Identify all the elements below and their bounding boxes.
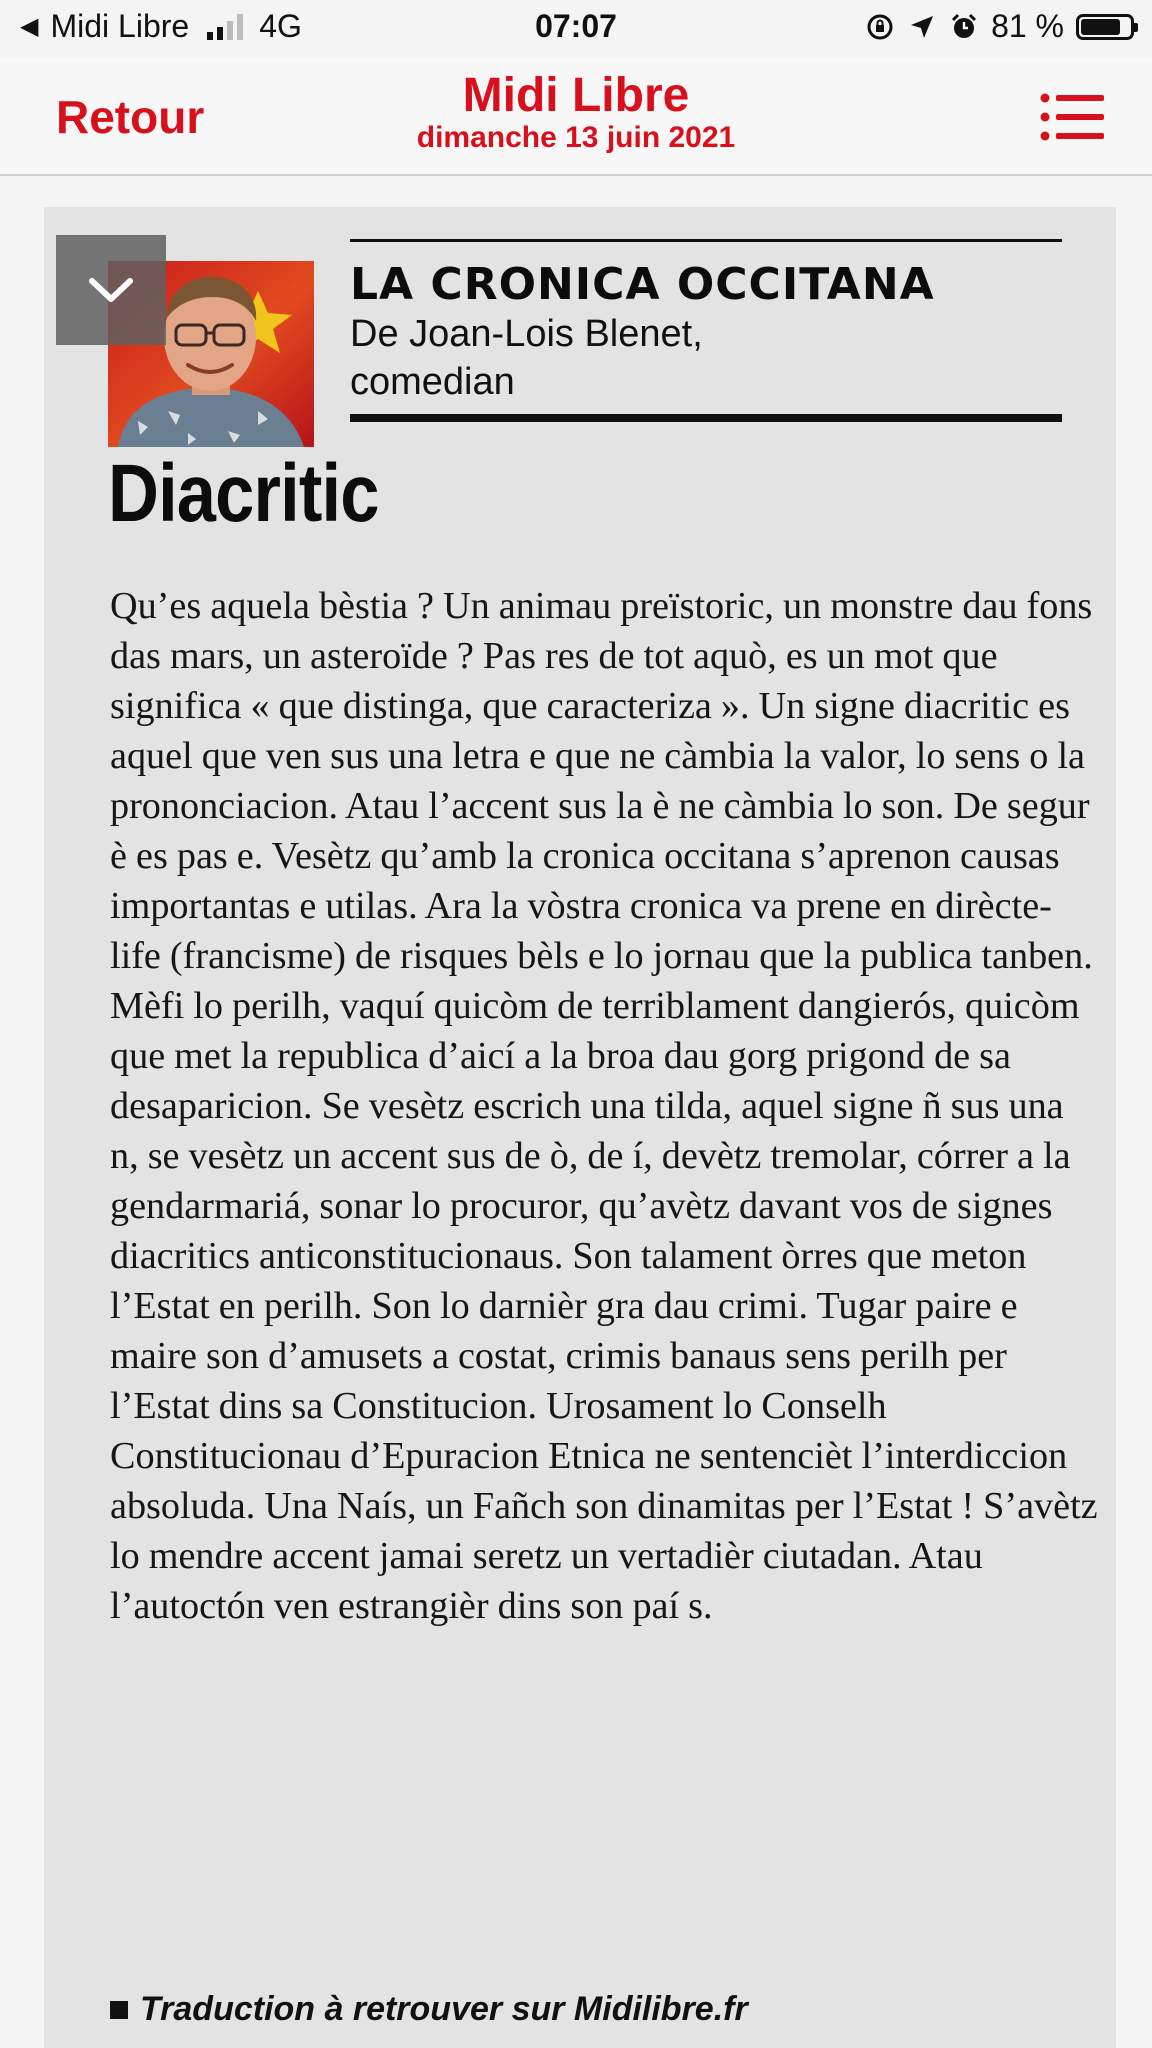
nav-title [0, 70, 1152, 154]
back-button[interactable]: Retour [56, 91, 205, 143]
collapse-button[interactable] [56, 235, 166, 345]
nav-bar [0, 58, 1152, 176]
byline-role: comedian [350, 361, 515, 403]
status-bar [0, 0, 1152, 58]
translation-note[interactable] [110, 1990, 748, 2029]
article-card [44, 207, 1116, 2048]
battery-icon [1076, 14, 1134, 40]
article-body: Qu’es aquela bèstia ? Un animau preïstoric, un monstre dau fons das mars, un asteroïde ? Pas res de tot aquò, es un mot que significa « que distinga, que caracteriza ». Un signe diacritic es aquel que ven sus una letra e que ne càmbia la valor, lo sens o la prononciacion. Atau l’accent sus la è ne càmbia lo son. De segur è es pas e. Vesètz qu’amb la cronica occitana s’aprenon causas importantas e utilas. Ara la vòstra cronica va prene en dirècte-life (francisme) de risques bèls e lo jornau que la publica tanben. Mèfi lo perilh, vaquí quicòm de terriblament dangierós, quicòm que met la republica d’aicí a la broa dau gorg prigond de sa desaparicion. Se vesètz escrich una tilda, aquel signe ñ sus una n, se vesètz un accent sus de ò, de í, devètz tremolar, córrer a la gendarmariá, sonar lo procuror, qu’avètz davant vos de signes diacritics anticonstitucionaus. Son talament òrres que meton l’Estat en perilh. Son lo darnièr gra dau crimi. Tugar paire e maire son d’amusets a costat, crimis banaus sens perilh per l’Estat dins sa Constitucion. Urosament lo Conselh Constitucionau d’Epuracion Etnica ne sentencièt l’interdiccion absoluda. Una Naís, un Fañch son dinamitas per l’Estat ! S’avètz lo mendre accent jamai seretz un vertadièr ciutadan. Atau l’autoctón ven estrangièr dins son paí s. [110, 585, 1098, 1627]
translation-note-label: Traduction à retrouver sur Midilibre.fr [140, 1990, 748, 2028]
location-arrow-icon [907, 12, 937, 42]
bullet-square-icon [110, 2001, 128, 2019]
byline-author: De Joan-Lois Blenet, [350, 313, 703, 355]
article-title: Diacritic [108, 448, 379, 539]
battery-percent: 81 % [991, 8, 1064, 44]
network-label: 4G [259, 8, 302, 44]
orientation-lock-icon [865, 12, 895, 42]
back-triangle-icon[interactable]: ◀ [20, 13, 39, 40]
chevron-down-icon [86, 275, 136, 305]
status-time: 07:07 [535, 8, 617, 44]
alarm-icon [949, 12, 979, 42]
hamburger-menu-icon[interactable] [1040, 92, 1104, 142]
column-header [350, 239, 1062, 422]
column-rubric: LA CRONICA OCCITANA [350, 259, 935, 310]
battery-fill [1081, 19, 1120, 35]
carrier-label: Midi Libre [50, 8, 190, 44]
status-right [865, 8, 1134, 45]
brand-title: Midi Libre [462, 69, 690, 122]
edition-date: dimanche 13 juin 2021 [416, 121, 736, 154]
